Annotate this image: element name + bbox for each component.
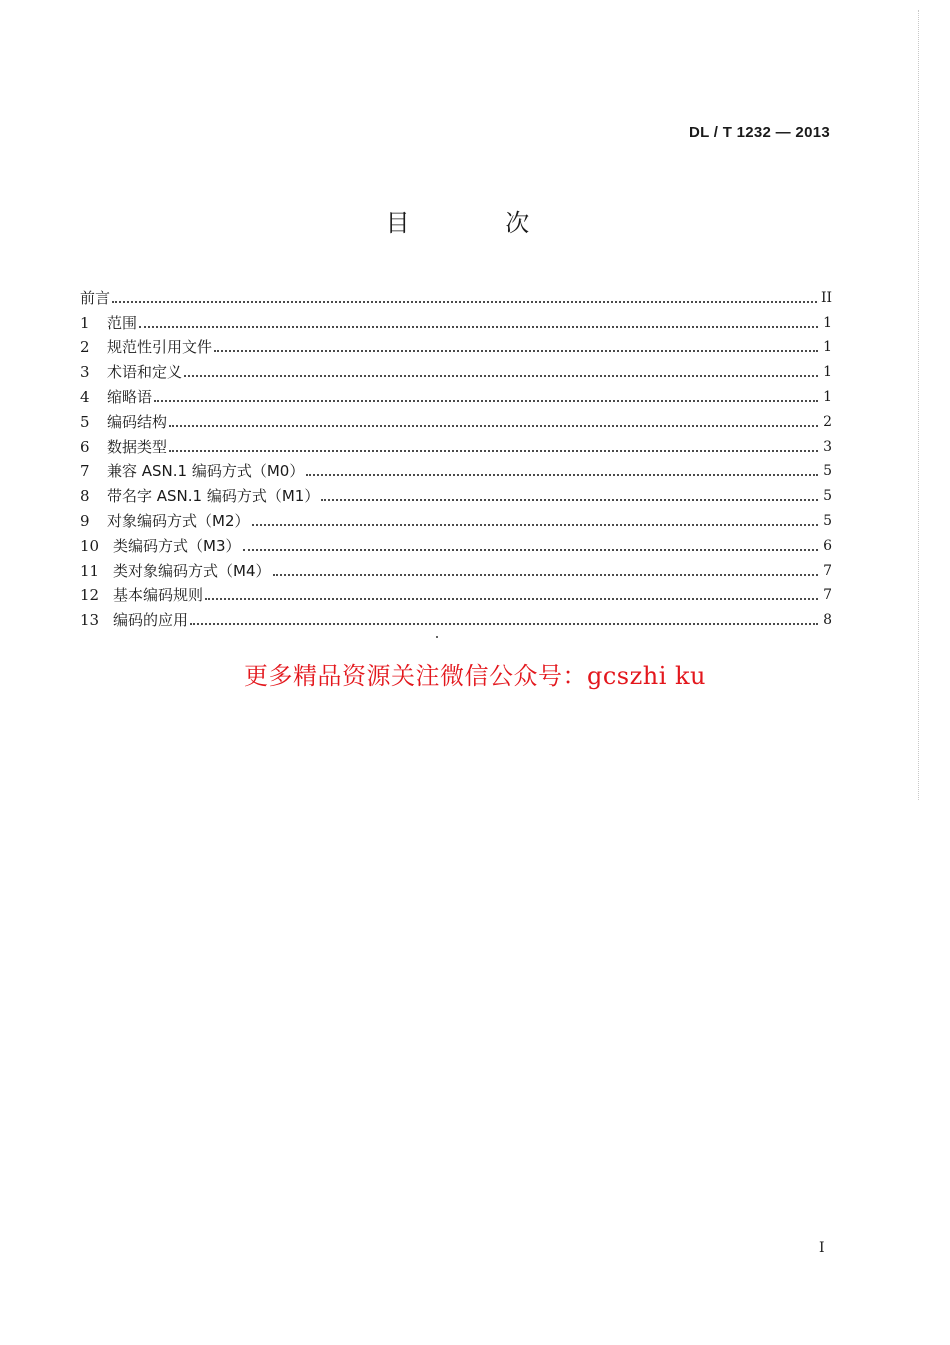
toc-entry-number: 11 — [80, 561, 100, 580]
toc-entry-text: 数据类型 — [107, 437, 168, 456]
toc-entry-page: 2 — [823, 413, 832, 430]
toc-leader-dots — [321, 498, 818, 501]
toc-entry-text: 缩略语 — [107, 387, 153, 406]
toc-entry-8[interactable] — [80, 481, 832, 506]
toc-entry-number: 8 — [80, 487, 90, 506]
toc-entry-9[interactable] — [80, 506, 832, 531]
toc-entry-text: 规范性引用文件 — [107, 338, 213, 357]
toc-entry-page: 1 — [823, 339, 832, 356]
toc-entry-page: 5 — [823, 512, 832, 529]
toc-leader-dots — [273, 573, 819, 576]
toc-leader-dots — [169, 449, 818, 452]
toc-leader-dots — [184, 374, 818, 377]
toc-entry-number: 6 — [80, 437, 90, 456]
toc-leader-dots — [214, 349, 818, 352]
toc-entry-page: 7 — [823, 587, 832, 604]
toc-leader-dots — [169, 424, 818, 427]
toc-entry-page: 7 — [823, 562, 832, 579]
toc-entry-12[interactable] — [80, 581, 832, 606]
toc-entry-6[interactable] — [80, 432, 832, 457]
toc-entry-13[interactable] — [80, 605, 832, 630]
toc-leader-dots — [306, 473, 818, 476]
table-of-contents — [80, 283, 832, 630]
toc-entry-page: 6 — [823, 537, 832, 554]
toc-entry-text: 编码结构 — [107, 412, 168, 431]
toc-entry-number: 3 — [80, 363, 90, 382]
toc-entry-foreword[interactable] — [80, 283, 832, 308]
toc-entry-number: 12 — [80, 586, 100, 605]
toc-entry-page: 1 — [823, 364, 832, 381]
toc-leader-dots — [112, 300, 817, 303]
toc-entry-number: 9 — [80, 511, 90, 530]
toc-entry-5[interactable] — [80, 407, 832, 432]
toc-entry-text: 术语和定义 — [107, 363, 183, 382]
toc-entry-text: 范围 — [107, 313, 138, 332]
toc-entry-page: 5 — [823, 488, 832, 505]
toc-entry-page: 1 — [823, 314, 832, 331]
toc-entry-number: 2 — [80, 338, 90, 357]
toc-entry-text: 基本编码规则 — [113, 586, 204, 605]
toc-entry-number: 1 — [80, 313, 90, 332]
document-code: DL / T 1232 — 2013 — [688, 124, 830, 141]
toc-entry-page: 5 — [823, 463, 832, 480]
toc-entry-number: 4 — [80, 387, 90, 406]
toc-entry-page: II — [820, 289, 832, 306]
toc-entry-4[interactable] — [80, 382, 832, 407]
toc-entry-text: 对象编码方式（M2） — [107, 511, 250, 530]
toc-entry-number: 13 — [80, 611, 100, 630]
watermark-text: 更多精品资源关注微信公众号：gcszhi ku — [243, 662, 707, 690]
toc-entry-1[interactable] — [80, 308, 832, 333]
toc-entry-text: 编码的应用 — [113, 611, 189, 630]
toc-entry-text: 类对象编码方式（M4） — [113, 561, 271, 580]
page-number: I — [819, 1240, 825, 1256]
toc-entry-number: 7 — [80, 462, 90, 481]
toc-entry-10[interactable] — [80, 531, 832, 556]
toc-entry-page: 3 — [823, 438, 832, 455]
toc-entry-number: 5 — [80, 412, 90, 431]
toc-leader-dots — [252, 523, 819, 526]
toc-entry-text: 带名字 ASN.1 编码方式（M1） — [107, 487, 320, 506]
toc-entry-2[interactable] — [80, 333, 832, 358]
toc-entry-text: 兼容 ASN.1 编码方式（M0） — [107, 462, 305, 481]
toc-entry-number: 10 — [80, 536, 100, 555]
toc-entry-text: 类编码方式（M3） — [113, 536, 241, 555]
toc-leader-dots — [139, 325, 818, 328]
toc-entry-3[interactable] — [80, 357, 832, 382]
toc-leader-dots — [154, 399, 818, 402]
toc-entry-text: 前言 — [80, 288, 111, 307]
toc-leader-dots — [243, 548, 819, 551]
toc-entry-page: 8 — [823, 612, 832, 629]
toc-leader-dots — [190, 622, 818, 625]
toc-entry-7[interactable] — [80, 457, 832, 482]
toc-title: 目 次 — [385, 209, 574, 237]
toc-leader-dots — [205, 597, 818, 600]
toc-entry-11[interactable] — [80, 556, 832, 581]
stray-dot — [436, 636, 438, 638]
toc-entry-page: 1 — [823, 388, 832, 405]
